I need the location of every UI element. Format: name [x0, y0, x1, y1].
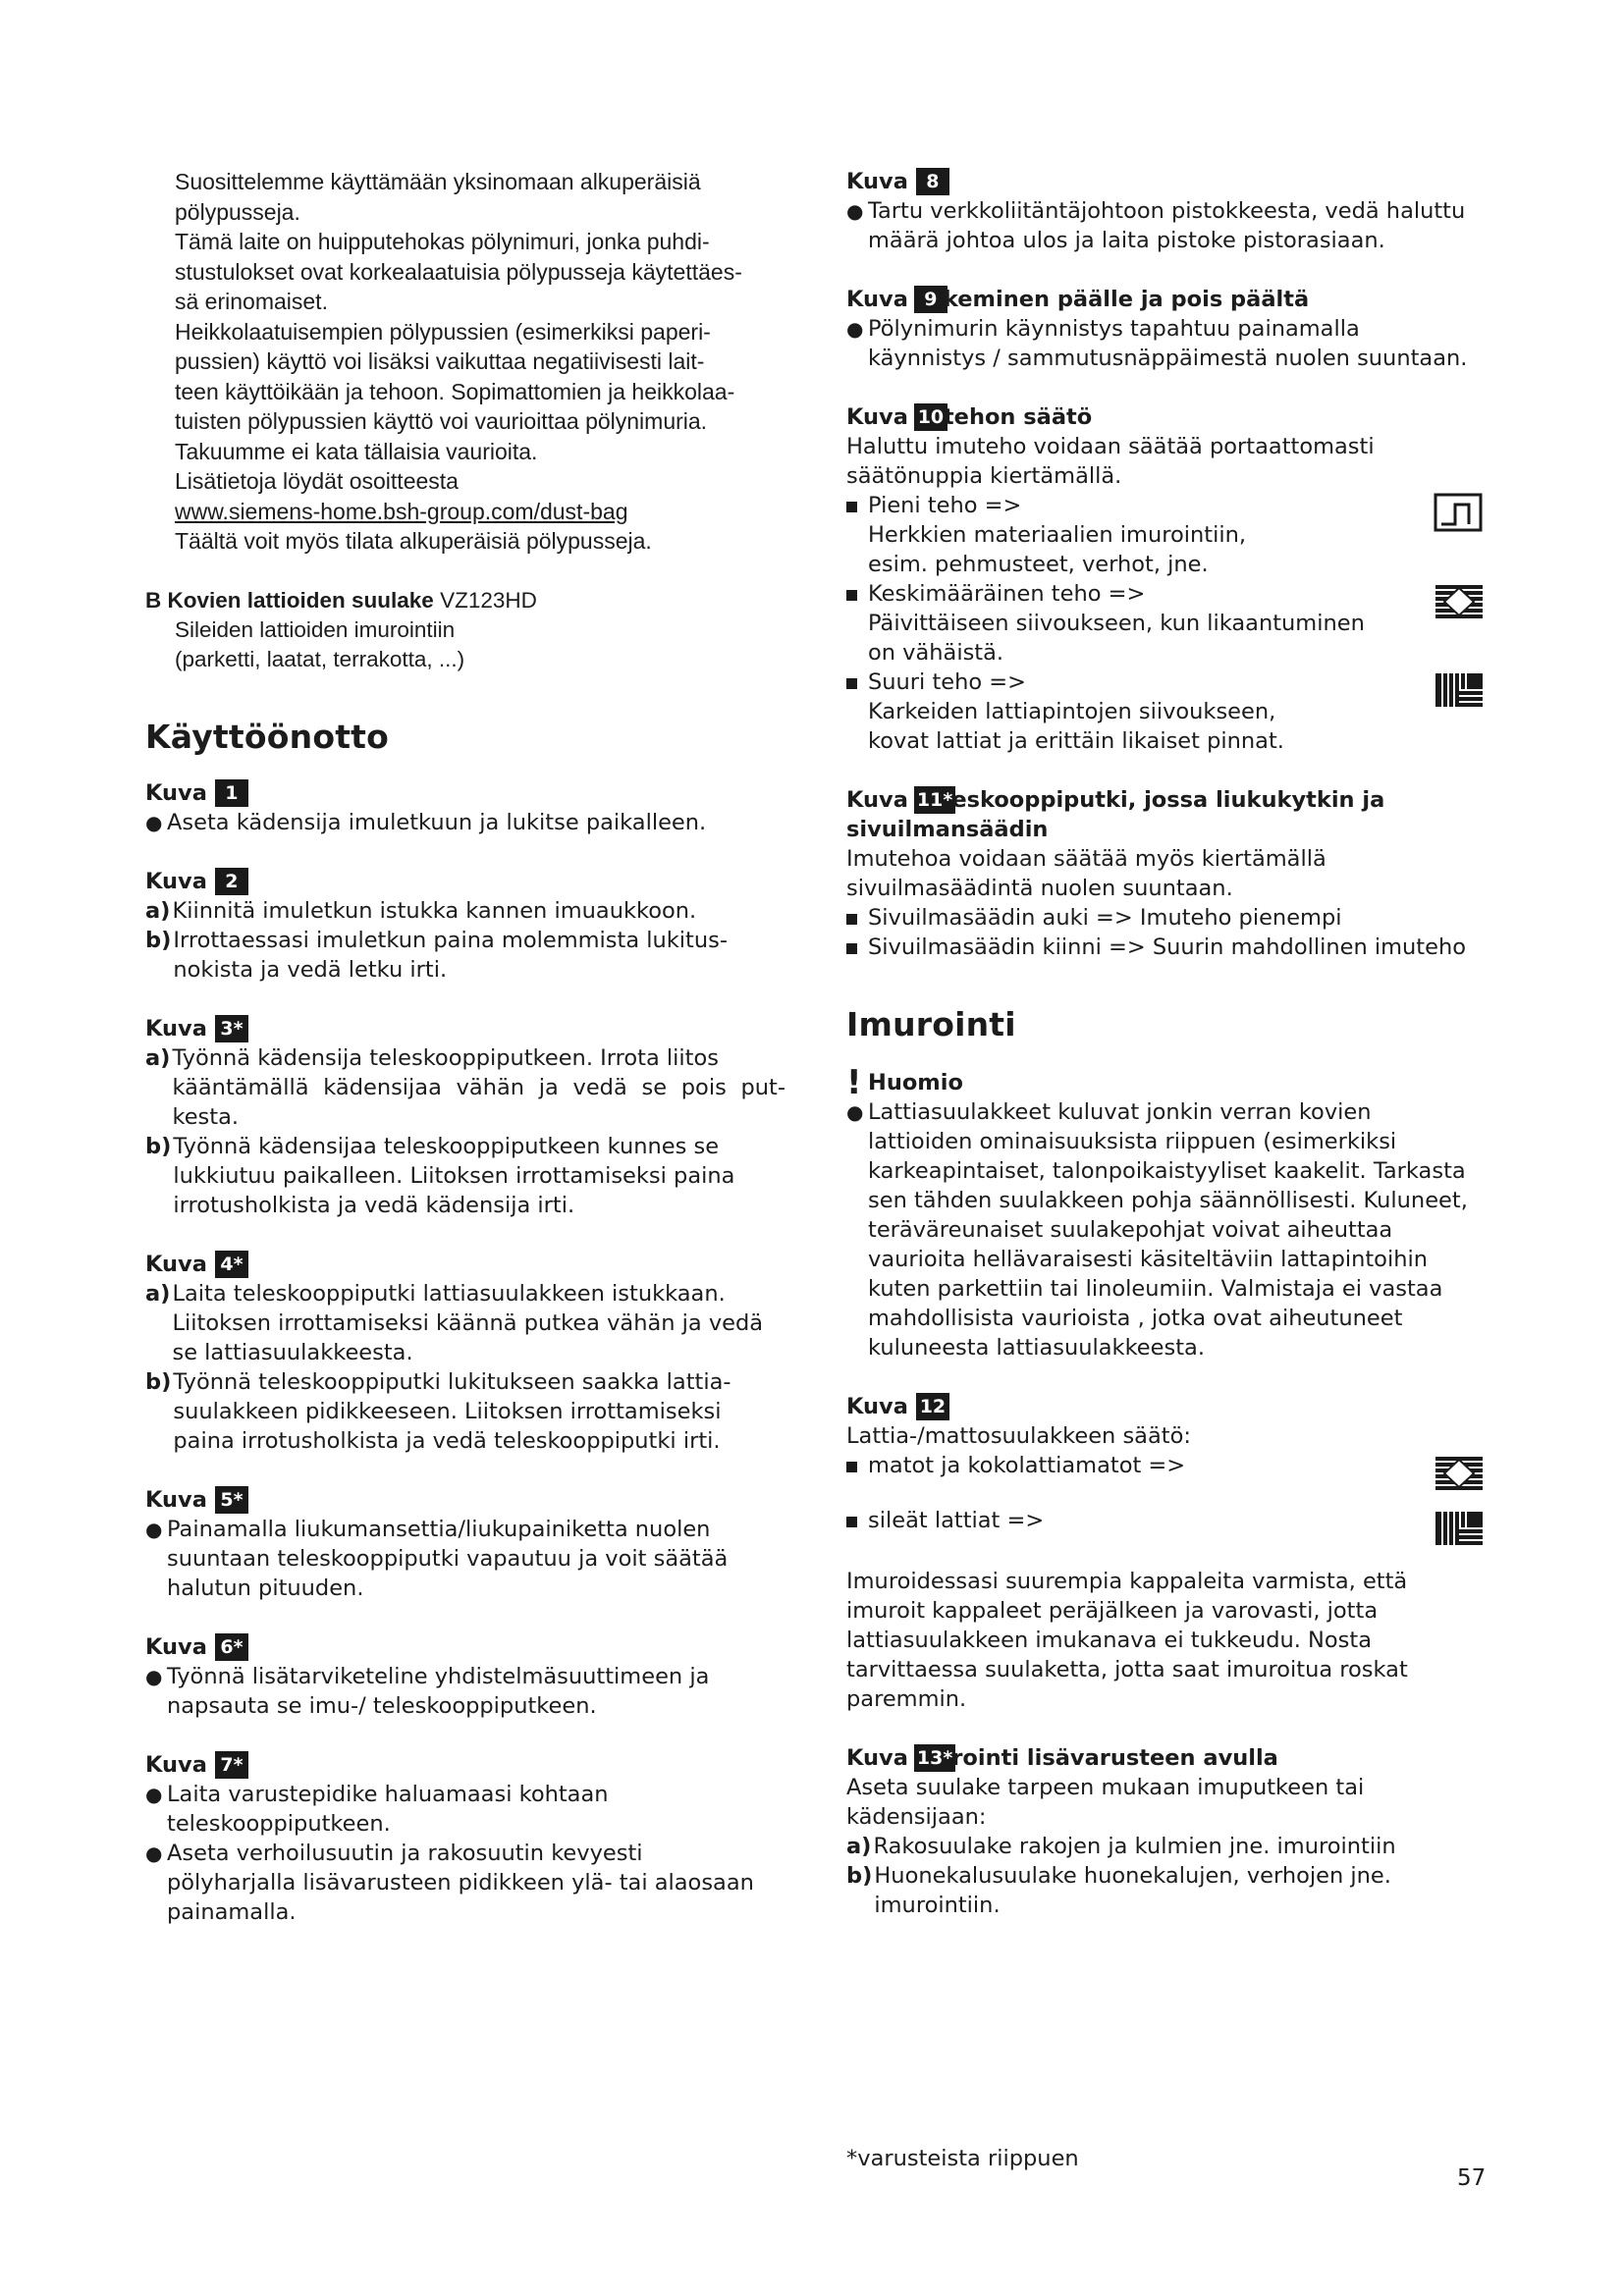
list-item: a) Työnnä kädensija teleskooppiputkeen. Irrota liitos kääntämällä kädensijaa vähän ja vedä se pois put-kesta. — [145, 1044, 785, 1130]
fig-number-badge: 13* — [914, 1744, 955, 1772]
power-level-high: Suuri teho => Karkeiden lattiapintojen siivoukseen, kovat lattiat ja erittäin likaiset pinnat. — [846, 667, 1487, 756]
fig-3-heading: Kuva 3* — [145, 1014, 785, 1043]
hard-floor-icon — [1432, 1506, 1487, 1551]
fig-12-heading: Kuva 12 — [846, 1392, 1487, 1421]
hard-floor-icon — [1432, 667, 1487, 713]
footnote: *varusteista riippuen — [846, 2146, 1079, 2171]
fig-number-badge: 5* — [215, 1486, 248, 1514]
list-item: ● Aseta verhoilusuutin ja rakosuutin kevyesti pölyharjalla lisävarusteen pidikkeen ylä- tai alaosaan painamalla. — [145, 1840, 754, 1925]
fig-number-badge: 3* — [215, 1015, 248, 1042]
intro-p4: Lisätietoja löydät osoitteesta — [175, 468, 459, 494]
fig-5-heading: Kuva 5* — [145, 1485, 785, 1515]
list-item: a) Kiinnitä imuletkun istukka kannen imuaukkoon. — [145, 897, 697, 924]
fig-9-heading: Kuva 9 keminen päälle ja pois päältä — [846, 287, 1310, 312]
nozzle-setting-carpet: matot ja kokolattiamatot => — [846, 1451, 1487, 1496]
low-power-icon — [1432, 491, 1487, 536]
intro-p1: Suosittelemme käyttämään yksinomaan alkuperäisiä pölypusseja. — [175, 169, 701, 225]
fig-number-badge: 4* — [215, 1251, 248, 1278]
list-item: a) Laita teleskooppiputki lattiasuulakkeen istukkaan. Liitoksen irrottamiseksi käännä putkea vähän ja vedä se lattiasuulakkeesta. — [145, 1280, 764, 1365]
fig-8-heading: Kuva 8 — [846, 167, 1487, 196]
fig-number-badge: 1 — [215, 779, 248, 807]
list-item: b) Huonekalusuulake huonekalujen, verhojen jne. imurointiin. — [846, 1863, 1391, 1918]
fig-number-badge: 7* — [215, 1751, 248, 1779]
fig-4-heading: Kuva 4* — [145, 1250, 785, 1279]
intro-block — [145, 167, 785, 557]
fig-number-badge: 2 — [215, 868, 248, 895]
fig-number-badge: 12 — [916, 1393, 949, 1420]
page-number: 57 — [1457, 2165, 1487, 2191]
b-section: B Kovien lattioiden suulake VZ123HD Sileiden lattioiden imurointiin (parketti, laatat, terrakotta, ...) — [145, 587, 537, 671]
list-item: Sivuilmasäädin auki => Imuteho pienempi — [846, 903, 1487, 933]
fig-6-heading: Kuva 6* — [145, 1632, 785, 1662]
fig-10-heading: Kuva 10 tehon säätö — [846, 404, 1093, 430]
fig-number-badge: 6* — [215, 1633, 248, 1661]
list-item: ● Aseta kädensija imuletkuun ja lukitse paikalleen. — [145, 809, 707, 835]
fig-13-heading: Kuva 13* rointi lisävarusteen avulla — [846, 1745, 1278, 1771]
power-level-medium: Keskimääräinen teho => Päivittäiseen siivoukseen, kun likaantuminen on vähäistä. — [846, 579, 1487, 667]
section-heading-kayttoonotto: Käyttöönotto — [145, 717, 390, 756]
fig-number-badge: 8 — [916, 168, 949, 195]
carpet-icon — [1432, 579, 1487, 624]
fig-12-note: Imuroidessasi suurempia kappaleita varmista, että imuroit kappaleet peräjälkeen ja varovasti, jotta lattiasuulakkeen imukanava ei tukkeudu. Nosta tarvittaessa suulaketta, jotta saat imuroitua roskat paremmin. — [846, 1569, 1408, 1712]
fig-7-heading: Kuva 7* — [145, 1750, 785, 1780]
carpet-icon — [1432, 1451, 1487, 1496]
fig-number-badge: 11* — [914, 786, 955, 814]
section-heading-imurointi: Imurointi — [846, 1005, 1016, 1043]
list-item: a) Rakosuulake rakojen ja kulmien jne. imurointiin — [846, 1834, 1396, 1859]
right-column: Kuva 8 ● Tartu verkkoliitäntäjohtoon pistokkeesta, vedä haluttu määrä johtoa ulos ja laita pistoke pistorasiaan. Kuva 9 keminen päälle ja pois päältä ● Pölynimurin käynnistys tapahtuu painamalla käynnistys / sammutusnäppäimestä nuolen suuntaan. Kuva 10 tehon säätö Haluttu imuteho voidaan säätää portaattomasti säätönuppia kiertämällä. Pieni teho => Herkkien materiaalien imurointiin, esim. pehmusteet, verhot, jne. Keskimääräinen teho => Päivittäiseen siivoukseen, kun likaantuminen on vähäistä. Suuri teho => Karkeiden lattiapintojen siivoukseen, kovat lattiat ja erittäin likaiset pinnat. Kuva 11* eskooppiputki, jossa liukukytkin ja sivuilmansäädin Imutehoa voidaan säätää myös kiertämällä sivuilmasäädintä nuolen suuntaan. Sivuilmasäädin auki => Imuteho pienempi Sivuilmasäädin kiinni => Suurin mahdollinen imuteho Imurointi ! Huomio ● Lattiasuulakkeet kuluvat jonkin verran kovien lattioiden ominaisuuksista riippuen (esimerkiksi karkeapintaiset, talonpoikaistyyliset kaakelit. Tarkasta sen tähden suulakkeen pohja säännöllisesti. Kuluneet, teräväreunaiset suulakepohjat voivat aiheuttaa vaurioita hellävaraisesti käsiteltäviin lattapintoihin kuten parkettiin tai linoleumiin. Valmistaja ei vastaa mahdollisista vaurioista , jotka ovat aiheutuneet kuluneesta lattiasuulakkeesta. Kuva 12 Lattia-/mattosuulakkeen säätö: matot ja kokolattiamatot => sileät lattiat => Imuroidessasi suurempia kappaleita varmista, että imuroit kappaleet peräjälkeen ja varovasti, jotta lattiasuulakkeen imukanava ei tukkeudu. Nosta tarvittaessa suulaketta, jotta saat imuroitua roskat paremmin. Kuva 13* rointi lisävarusteen avulla Aseta suulake tarpeen mukaan imuputkeen tai kädensijaan: a) Rakosuulake rakojen ja kulmien jne. imurointiin b) Huonekalusuulake huonekalujen, verhojen jne. imurointiin. — [846, 167, 1487, 1920]
dust-bag-link[interactable]: www.siemens-home.bsh-group.com/dust-bag — [175, 498, 628, 524]
nozzle-setting-hard-floor: sileät lattiat => — [846, 1506, 1487, 1551]
fig-11-heading: Kuva 11* eskooppiputki, jossa liukukytkin ja — [846, 787, 1385, 813]
notice-block: ! Huomio ● Lattiasuulakkeet kuluvat jonkin verran kovien lattioiden ominaisuuksista riippuen (esimerkiksi karkeapintaiset, talonpoikaistyyliset kaakelit. Tarkasta sen tähden suulakkeen pohja säännöllisesti. Kuluneet, teräväreunaiset suulakepohjat voivat aiheuttaa vaurioita hellävaraisesti käsiteltäviin lattapintoihin kuten parkettiin tai linoleumiin. Valmistaja ei vastaa mahdollisista vaurioista , jotka ovat aiheutuneet kuluneesta lattiasuulakkeesta. — [846, 1063, 1468, 1361]
fig-number-badge: 10 — [914, 403, 947, 431]
power-level-low: Pieni teho => Herkkien materiaalien imurointiin, esim. pehmusteet, verhot, jne. — [846, 491, 1487, 579]
list-item: b) Irrottaessasi imuletkun paina molemmista lukitus- nokista ja vedä letku irti. — [145, 927, 728, 983]
fig-number-badge: 9 — [914, 286, 947, 313]
list-item: ● Työnnä lisätarviketeline yhdistelmäsuuttimeen ja napsauta se imu-/ teleskooppiputkeen. — [145, 1663, 710, 1719]
list-item: Sivuilmasäädin kiinni => Suurin mahdollinen imuteho — [846, 933, 1487, 962]
warning-icon: ! — [846, 1063, 862, 1102]
left-column — [145, 167, 785, 1927]
list-item: ● Painamalla liukumansettia/liukupainiketta nuolen suuntaan teleskooppiputki vapautuu ja voit säätää halutun pituuden. — [145, 1516, 729, 1601]
intro-p5: Täältä voit myös tilata alkuperäisiä pölypusseja. — [175, 528, 652, 554]
fig-1-heading: Kuva 1 — [145, 778, 785, 808]
list-item: b) Työnnä teleskooppiputki lukitukseen saakka lattia- suulakkeen pidikkeeseen. Liitoksen irrottamiseksi paina irrotusholkista ja vedä teleskooppiputki irti. — [145, 1368, 731, 1454]
list-item: ● Tartu verkkoliitäntäjohtoon pistokkeesta, vedä haluttu määrä johtoa ulos ja laita pistoke pistorasiaan. — [846, 198, 1466, 253]
list-item: b) Työnnä kädensijaa teleskooppiputkeen kunnes se lukkiutuu paikalleen. Liitoksen irrottamiseksi paina irrotusholkista ja vedä kädensija irti. — [145, 1133, 735, 1218]
intro-p3: Heikkolaatuisempien pölypussien (esimerkiksi paperi- pussien) käyttö voi lisäksi vaikuttaa negatiivisesti lait- teen käyttöikään ja tehoon. Sopimattomien ja heikkolaa- tuisten pölypussien käyttö voi vaurioittaa pölynimuria. Takuumme ei kata tällaisia vaurioita. — [175, 318, 735, 464]
list-item: ● Laita varustepidike haluamaasi kohtaan teleskooppiputkeen. — [145, 1781, 609, 1837]
intro-p2: Tämä laite on huipputehokas pölynimuri, jonka puhdi- stustulokset ovat korkealaatuisia pölypusseja käytettäes- sä erinomaiset. — [175, 229, 742, 314]
list-item: ● Pölynimurin käynnistys tapahtuu painamalla käynnistys / sammutusnäppäimestä nuolen suuntaan. — [846, 316, 1468, 371]
fig-2-heading: Kuva 2 — [145, 867, 785, 896]
